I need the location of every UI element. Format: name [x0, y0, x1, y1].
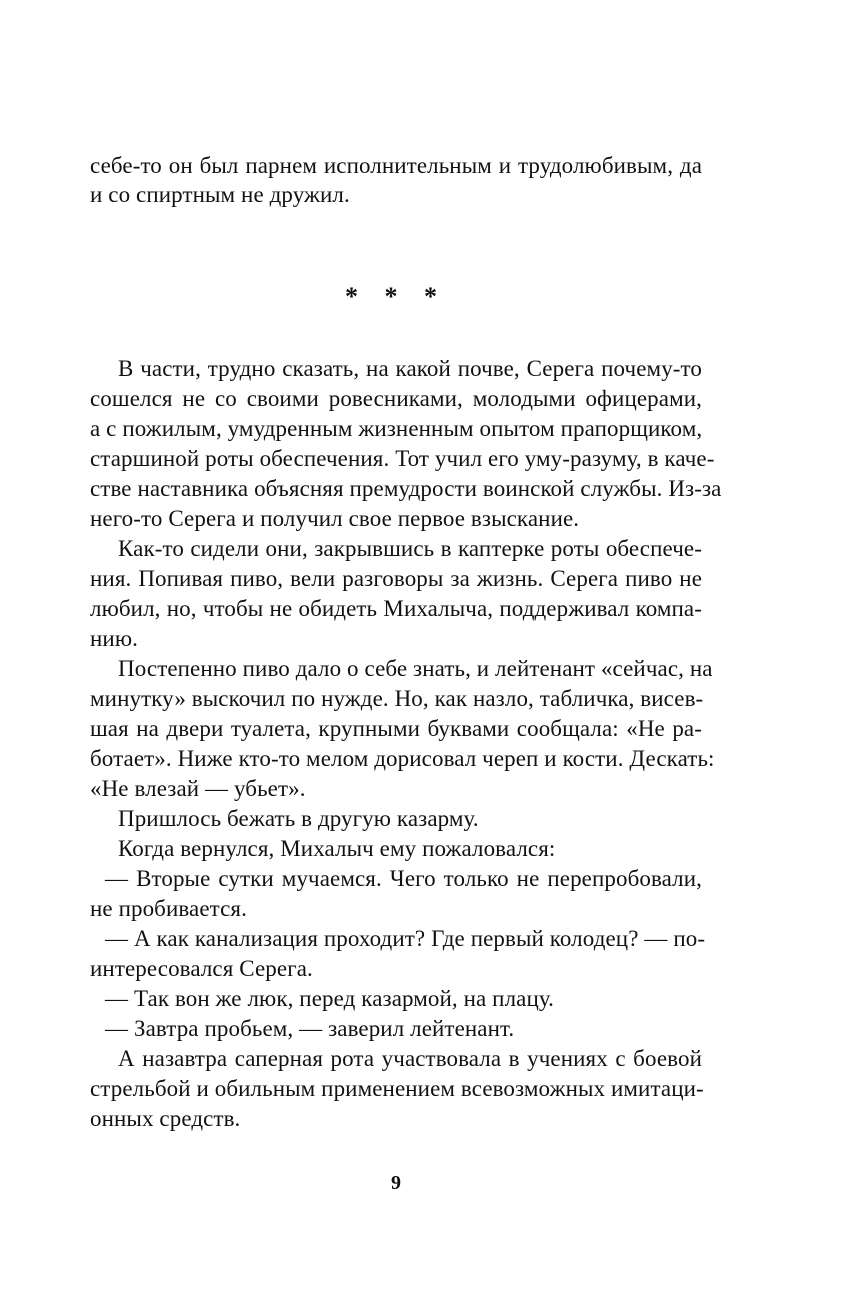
text-line: него-то Серега и получил свое первое взыскание. — [90, 506, 580, 531]
text-line: Постепенно пиво дало о себе знать, и лейтенант «сейчас, на — [118, 656, 713, 681]
text-line: стве наставника объясняя премудрости воинской службы. Из-за — [90, 476, 722, 501]
dialogue-line: — Вторые сутки мучаемся. Чего только не перепробовали, — [105, 866, 702, 891]
text-line: не пробивается. — [90, 896, 247, 921]
dialogue-line: — Завтра пробьем, — заверил лейтенант. — [105, 1016, 515, 1041]
text-line: ботает». Ниже кто-то мелом дорисовал череп и кости. Дескать: — [90, 746, 715, 771]
text-line: любил, но, чтобы не обидеть Михалыча, поддерживал компа- — [90, 596, 702, 621]
text-line: сошелся не со своими ровесниками, молодыми офицерами, — [90, 386, 702, 411]
text-line: Как-то сидели они, закрывшись в каптерке роты обеспече- — [118, 536, 702, 561]
text-line: стрельбой и обильным применением всевозможных имитаци- — [90, 1076, 704, 1101]
text-line: А назавтра саперная рота участвовала в учениях с боевой — [118, 1046, 702, 1071]
text-line: интересовался Серега. — [90, 956, 313, 981]
text-line: онных средств. — [90, 1106, 241, 1131]
text-line: старшиной роты обеспечения. Тот учил его уму-разуму, в каче- — [90, 446, 715, 471]
book-page — [90, 0, 722, 1311]
text-line: ния. Попивая пиво, вели разговоры за жизнь. Серега пиво не — [90, 566, 702, 591]
text-line: «Не влезай — убьет». — [90, 776, 306, 801]
text-line: Когда вернулся, Михалыч ему пожаловался: — [118, 836, 556, 861]
text-line: себе-то он был парнем исполнительным и трудолюбивым, да — [90, 153, 702, 178]
dialogue-line: — А как канализация проходит? Где первый колодец? — по- — [105, 926, 706, 951]
text-line: В части, трудно сказать, на какой почве, Серега почему-то — [118, 356, 702, 381]
text-line: Пришлось бежать в другую казарму. — [118, 806, 479, 831]
text-line: нию. — [90, 626, 138, 651]
text-line: и со спиртным не дружил. — [90, 182, 350, 207]
dialogue-line: — Так вон же люк, перед казармой, на плацу. — [105, 986, 555, 1011]
text-line: шая на двери туалета, крупными буквами сообщала: «Не ра- — [90, 716, 702, 741]
text-line: минутку» выскочил по нужде. Но, как назло, табличка, висев- — [90, 686, 704, 711]
section-separator: * * * — [345, 282, 447, 311]
page-number: 9 — [391, 1172, 401, 1194]
text-line: а с пожилым, умудренным жизненным опытом прапорщиком, — [90, 416, 703, 441]
